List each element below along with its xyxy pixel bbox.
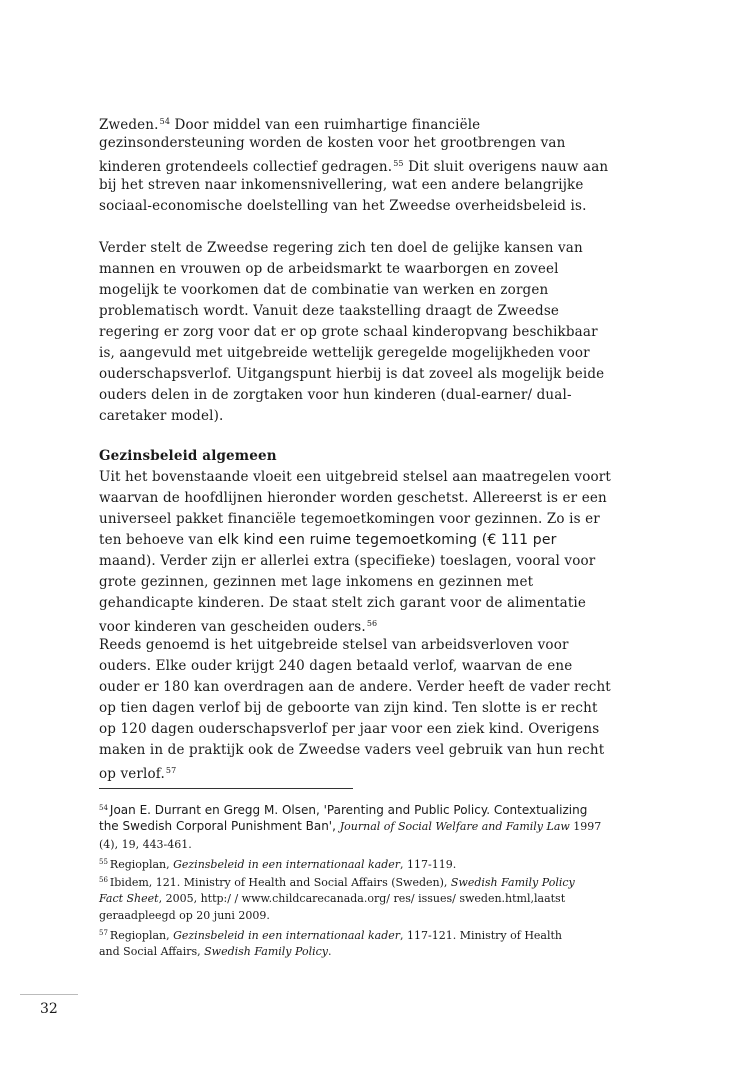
body-line: Reeds genoemd is het uitgebreide stelsel van arbeidsverloven voor xyxy=(99,637,569,653)
body-line: kinderen grotendeels collectief gedragen.$^{55}$ Dit sluit overigens nauw aan xyxy=(99,159,609,175)
body-line: gezinsondersteuning worden de kosten voor het grootbrengen van xyxy=(99,135,566,151)
footnote-54: $^{54}$ Joan E. Durrant en Gregg M. Olsen, 'Parenting and Public Policy. Contextualizing xyxy=(99,803,588,817)
footnote-54-cont: (4), 19, 443-461. xyxy=(99,838,192,851)
footnote-56-cont: geraadpleegd op 20 juni 2009. xyxy=(99,909,270,922)
body-line: universeel pakket financiële tegemoetkomingen voor gezinnen. Zo is er xyxy=(99,511,600,527)
body-line: is, aangevuld met uitgebreide wettelijk geregelde mogelijkheden voor xyxy=(99,345,590,361)
body-line: mogelijk te voorkomen dat de combinatie van werken en zorgen xyxy=(99,282,549,298)
body-line: voor kinderen van gescheiden ouders.$^{56}$ xyxy=(99,619,378,635)
body-line: op tien dagen verlof bij de geboorte van zijn kind. Ten slotte is er recht xyxy=(99,700,598,716)
body-line: ten behoeve van elk kind een ruime tegemoetkoming (€ 111 per xyxy=(99,532,557,548)
page-number-rule xyxy=(20,994,78,995)
page-number: 32 xyxy=(40,1001,58,1017)
footnote-ref: 54 xyxy=(159,117,171,126)
body-line: waarvan de hoofdlijnen hieronder worden geschetst. Allereerst is er een xyxy=(99,490,607,506)
body-line: Uit het bovenstaande vloeit een uitgebreid stelsel aan maatregelen voort xyxy=(99,469,611,485)
body-line: maand). Verder zijn er allerlei extra (specifieke) toeslagen, vooral voor xyxy=(99,553,596,569)
footnote-ref: 55 xyxy=(393,159,404,168)
body-line: gehandicapte kinderen. De staat stelt zich garant voor de alimentatie xyxy=(99,595,587,611)
footnote-separator xyxy=(99,788,353,789)
section-heading: Gezinsbeleid algemeen xyxy=(99,448,277,464)
footnote-55: $^{55}$ Regioplan, Gezinsbeleid in een internationaal kader, 117-119. xyxy=(99,858,457,871)
body-line: bij het streven naar inkomensnivellering, wat een andere belangrijke xyxy=(99,177,584,193)
footnote-ref: 57 xyxy=(165,766,177,775)
body-line: op verlof.$^{57}$ xyxy=(99,766,177,782)
body-line: regering er zorg voor dat er op grote schaal kinderopvang beschikbaar xyxy=(99,324,598,340)
footnote-57: $^{57}$ Regioplan, Gezinsbeleid in een internationaal kader, 117-121. Ministry of Health xyxy=(99,929,563,942)
body-line: ouder er 180 kan overdragen aan de andere. Verder heeft de vader recht xyxy=(99,679,611,695)
footnote-56-cont: Fact Sheet, 2005, http:/ / www.childcarecanada.org/ res/ issues/ sweden.html,laatst xyxy=(99,892,566,905)
footnote-56: $^{56}$ Ibidem, 121. Ministry of Health and Social Affairs (Sweden), Swedish Family Policy xyxy=(99,876,575,889)
body-line: ouders. Elke ouder krijgt 240 dagen betaald verlof, waarvan de ene xyxy=(99,658,573,674)
body-line: Verder stelt de Zweedse regering zich ten doel de gelijke kansen van xyxy=(99,240,583,256)
footnote-ref: 56 xyxy=(366,619,378,628)
body-line: sociaal-economische doelstelling van het Zweedse overheidsbeleid is. xyxy=(99,198,587,214)
body-line: Zweden.$^{54}$ Door middel van een ruimhartige financiële xyxy=(99,117,481,133)
body-line: caretaker model). xyxy=(99,408,224,424)
body-line: ouders delen in de zorgtaken voor hun kinderen (dual-earner/ dual- xyxy=(99,387,572,403)
body-line: grote gezinnen, gezinnen met lage inkomens en gezinnen met xyxy=(99,574,534,590)
body-line: problematisch wordt. Vanuit deze taakstelling draagt de Zweedse xyxy=(99,303,560,319)
body-line: op 120 dagen ouderschapsverlof per jaar voor een ziek kind. Overigens xyxy=(99,721,600,737)
footnote-57-cont: and Social Affairs, Swedish Family Policy. xyxy=(99,945,332,958)
body-line: ouderschapsverlof. Uitgangspunt hierbij is dat zoveel als mogelijk beide xyxy=(99,366,605,382)
footnote-54-cont: the Swedish Corporal Punishment Ban', Journal of Social Welfare and Family Law 1997 xyxy=(99,819,602,833)
body-line: mannen en vrouwen op de arbeidsmarkt te waarborgen en zoveel xyxy=(99,261,559,277)
body-line: maken in de praktijk ook de Zweedse vaders veel gebruik van hun recht xyxy=(99,742,605,758)
